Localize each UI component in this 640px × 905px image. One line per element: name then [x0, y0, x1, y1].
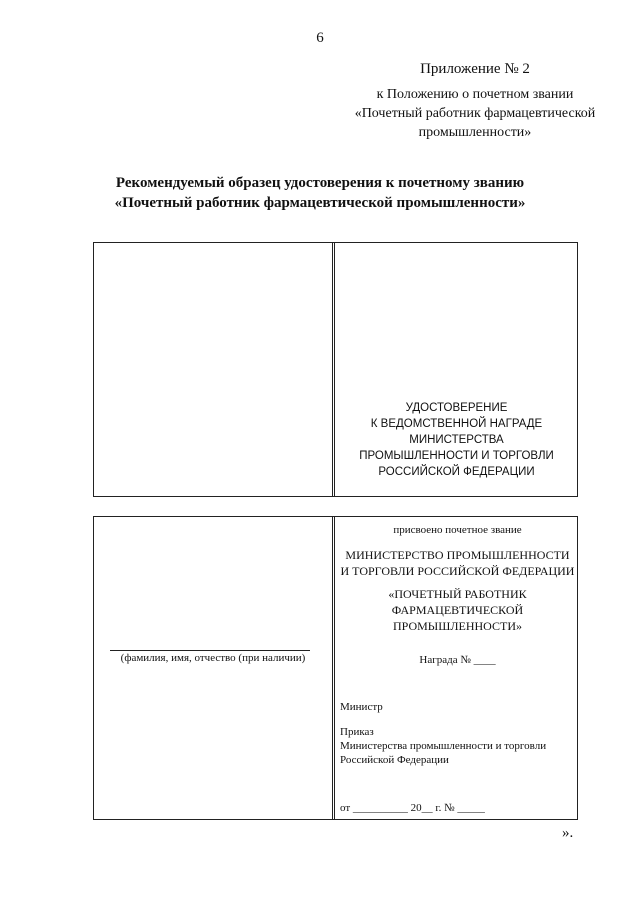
page-number: 6	[316, 30, 324, 46]
award-number: Награда № ____	[419, 654, 496, 666]
order-line: Приказ	[340, 726, 374, 738]
ministry-name	[340, 547, 575, 579]
order-reference	[340, 725, 575, 767]
cover-line: УДОСТОВЕРЕНИЕ	[405, 402, 508, 414]
fold-line	[332, 517, 335, 819]
appendix-line: промышленности»	[418, 125, 532, 140]
document-title	[40, 173, 600, 213]
honorary-title-line: «ПОЧЕТНЫЙ РАБОТНИК	[388, 587, 527, 601]
appendix-title: Приложение № 2	[420, 61, 530, 77]
document-title-line: «Почетный работник фармацевтической промышленности»	[114, 195, 526, 211]
certificate-cover-text	[335, 400, 578, 480]
ministry-line: И ТОРГОВЛИ РОССИЙСКОЙ ФЕДЕРАЦИИ	[340, 564, 575, 578]
honorary-title	[340, 586, 575, 634]
cover-line: ПРОМЫШЛЕННОСТИ И ТОРГОВЛИ	[359, 450, 554, 462]
honorary-title-line: ПРОМЫШЛЕННОСТИ»	[392, 619, 522, 633]
assigned-title-caption: присвоено почетное звание	[393, 524, 522, 536]
honorary-title-line: ФАРМАЦЕВТИЧЕСКОЙ	[391, 603, 524, 617]
appendix-reference	[330, 85, 620, 142]
ministry-line: МИНИСТЕРСТВО ПРОМЫШЛЕННОСТИ	[345, 548, 570, 562]
fio-caption: (фамилия, имя, отчество (при наличии)	[120, 652, 306, 664]
order-date-line: от __________ 20__ г. № _____	[340, 802, 485, 814]
document-title-line: Рекомендуемый образец удостоверения к почетному званию	[115, 175, 525, 191]
cover-line: К ВЕДОМСТВЕННОЙ НАГРАДЕ	[370, 418, 543, 430]
appendix-line: к Положению о почетном звании	[376, 87, 574, 102]
fio-signature-line	[110, 650, 310, 651]
closing-quote: ».	[562, 825, 574, 841]
minister-label: Министр	[340, 701, 383, 713]
certificate-cover	[93, 242, 578, 497]
appendix-line: «Почетный работник фармацевтической	[354, 106, 596, 121]
order-line: Российской Федерации	[340, 754, 449, 766]
cover-line: МИНИСТЕРСТВА	[409, 434, 504, 446]
cover-line: РОССИЙСКОЙ ФЕДЕРАЦИИ	[378, 466, 535, 478]
order-line: Министерства промышленности и торговли	[340, 740, 547, 752]
certificate-inner	[93, 516, 578, 820]
